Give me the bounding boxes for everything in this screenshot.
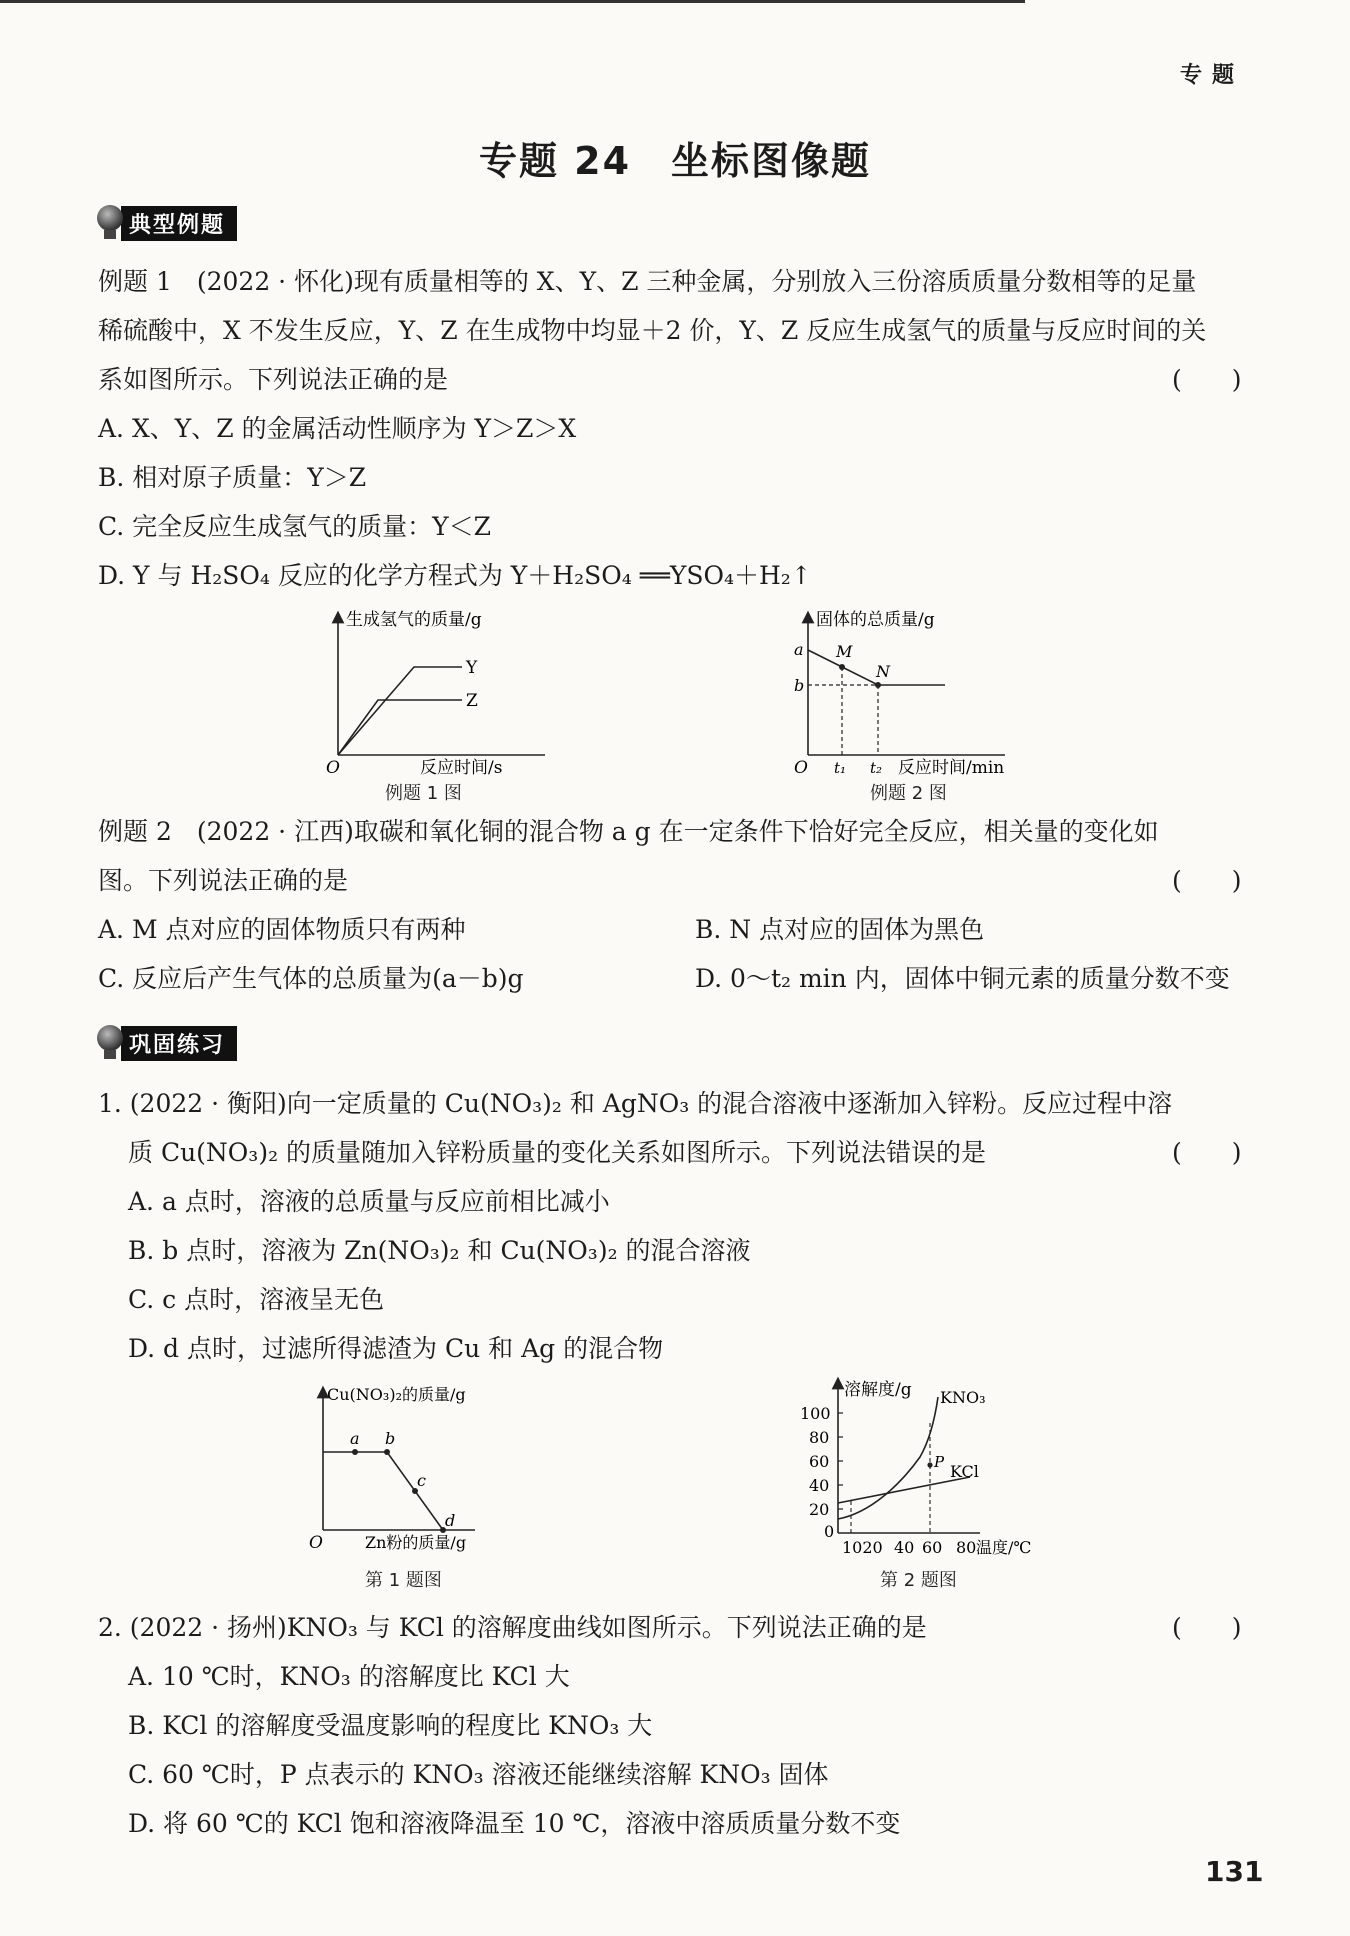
ex2-line-1: 例题 2 (2022 · 江西)取碳和氧化铜的混合物 a g 在一定条件下恰好完全反应，相关量的变化如 <box>98 817 1159 846</box>
label-n: N <box>876 662 890 681</box>
caption-q2: 第 2 题图 <box>880 1570 957 1591</box>
lightbulb-icon <box>95 205 125 241</box>
label-a: a <box>794 640 804 659</box>
label-z: Z <box>466 691 478 711</box>
ex1-line-3: 系如图所示。下列说法正确的是 <box>98 365 449 394</box>
figure-ex2 <box>790 605 1050 775</box>
ex1-option-d: D. Y 与 H₂SO₄ 反应的化学方程式为 Y＋H₂SO₄ ══YSO₄＋H₂↑ <box>98 561 812 590</box>
label-t2: t₂ <box>870 759 883 775</box>
q2-option-c: C. 60 ℃时，P 点表示的 KNO₃ 溶液还能继续溶解 KNO₃ 固体 <box>128 1760 829 1789</box>
y-tick-40: 40 <box>809 1476 830 1495</box>
ex1-option-b: B. 相对原子质量：Y＞Z <box>98 463 367 492</box>
q1-option-c: C. c 点时，溶液呈无色 <box>128 1285 385 1314</box>
curve-cu-nitrate <box>323 1452 443 1530</box>
ex2-option-a: A. M 点对应的固体物质只有两种 <box>98 915 466 944</box>
y-tick-20: 20 <box>809 1500 830 1519</box>
section-practice <box>95 1025 237 1061</box>
figure-q2 <box>800 1375 1070 1560</box>
caption-ex1: 例题 1 图 <box>385 783 462 804</box>
point-a <box>352 1449 358 1455</box>
q1-line-2: 质 Cu(NO₃)₂ 的质量随加入锌粉质量的变化关系如图所示。下列说法错误的是 <box>128 1138 987 1167</box>
ex1-option-c: C. 完全反应生成氢气的质量：Y＜Z <box>98 512 492 541</box>
x-tick-60: 60 <box>922 1538 943 1557</box>
section-label: 巩固练习 <box>121 1026 237 1061</box>
point-p <box>927 1462 932 1467</box>
q2-option-b: B. KCl 的溶解度受温度影响的程度比 KNO₃ 大 <box>128 1711 653 1740</box>
y-tick-100: 100 <box>800 1404 831 1423</box>
section-examples <box>95 205 237 241</box>
label-kcl: KCl <box>950 1462 979 1481</box>
x-tick-40: 40 <box>894 1538 915 1557</box>
y-tick-80: 80 <box>809 1428 830 1447</box>
q2-line-1: 2. (2022 · 扬州)KNO₃ 与 KCl 的溶解度曲线如图所示。下列说法正确的是 <box>98 1613 927 1642</box>
point-b <box>384 1449 390 1455</box>
label-kno3: KNO₃ <box>940 1388 986 1407</box>
ex1-answer-paren: ( ) <box>1172 365 1242 394</box>
label-b: b <box>794 676 805 695</box>
y-tick-60: 60 <box>809 1452 830 1471</box>
q1-option-a: A. a 点时，溶液的总质量与反应前相比减小 <box>128 1187 610 1216</box>
y-axis-label: Cu(NO₃)₂的质量/g <box>327 1385 466 1404</box>
q1-option-b: B. b 点时，溶液为 Zn(NO₃)₂ 和 Cu(NO₃)₂ 的混合溶液 <box>128 1236 751 1265</box>
q2-answer-paren: ( ) <box>1172 1613 1242 1642</box>
x-tick-80: 80 <box>956 1538 977 1557</box>
ex2-option-c: C. 反应后产生气体的总质量为(a－b)g <box>98 964 524 993</box>
x-axis-label: 温度/℃ <box>976 1538 1032 1557</box>
ex1-line-1: 例题 1 (2022 · 怀化)现有质量相等的 X、Y、Z 三种金属，分别放入三份溶质质量分数相等的足量 <box>98 267 1197 296</box>
label-t1: t₁ <box>834 759 847 775</box>
x-tick-10-20: 1020 <box>842 1538 883 1557</box>
q1-answer-paren: ( ) <box>1172 1138 1242 1167</box>
section-label: 典型例题 <box>121 206 237 241</box>
label-m: M <box>836 642 853 661</box>
caption-q1: 第 1 题图 <box>365 1570 442 1591</box>
header-rule <box>0 0 1025 3</box>
curve-z <box>338 700 462 755</box>
x-axis-label: 反应时间/min <box>898 758 1005 775</box>
y-axis-label: 固体的总质量/g <box>816 610 935 630</box>
ex2-answer-paren: ( ) <box>1172 866 1242 895</box>
label-a: a <box>350 1429 360 1448</box>
figure-ex1 <box>320 605 550 775</box>
ex2-option-d: D. 0～t₂ min 内，固体中铜元素的质量分数不变 <box>695 964 1230 993</box>
label-d: d <box>445 1511 456 1530</box>
lightbulb-icon <box>95 1025 125 1061</box>
q1-line-1: 1. (2022 · 衡阳)向一定质量的 Cu(NO₃)₂ 和 AgNO₃ 的混合溶液中逐渐加入锌粉。反应过程中溶 <box>98 1089 1173 1118</box>
origin-label: O <box>326 758 340 775</box>
caption-ex2: 例题 2 图 <box>870 783 947 804</box>
y-axis-label: 溶解度/g <box>844 1380 912 1400</box>
point-m <box>839 664 845 670</box>
ex2-line-2: 图。下列说法正确的是 <box>98 866 349 895</box>
ex1-option-a: A. X、Y、Z 的金属活动性顺序为 Y＞Z＞X <box>98 414 577 443</box>
label-b: b <box>385 1429 396 1448</box>
label-p: P <box>934 1453 945 1471</box>
running-header: 专题 <box>1180 63 1245 88</box>
page-title: 专题 24 坐标图像题 <box>478 139 872 183</box>
label-y: Y <box>466 658 478 678</box>
x-axis-label: 反应时间/s <box>420 758 503 775</box>
label-c: c <box>417 1471 426 1490</box>
curve-y <box>338 667 462 755</box>
page-number: 131 <box>1205 1855 1264 1888</box>
q1-option-d: D. d 点时，过滤所得滤渣为 Cu 和 Ag 的混合物 <box>128 1334 664 1363</box>
origin-label: O <box>794 758 808 775</box>
figure-q1 <box>305 1380 535 1560</box>
y-axis-label: 生成氢气的质量/g <box>346 610 482 630</box>
q2-option-d: D. 将 60 ℃的 KCl 饱和溶液降温至 10 ℃，溶液中溶质质量分数不变 <box>128 1809 901 1838</box>
origin-label: 0 <box>824 1522 835 1541</box>
q2-option-a: A. 10 ℃时，KNO₃ 的溶解度比 KCl 大 <box>128 1662 570 1691</box>
x-axis-label: Zn粉的质量/g <box>365 1533 467 1552</box>
ex2-option-b: B. N 点对应的固体为黑色 <box>695 915 985 944</box>
ex1-line-2: 稀硫酸中，X 不发生反应，Y、Z 在生成物中均显＋2 价，Y、Z 反应生成氢气的质量与反应时间的关 <box>98 316 1207 345</box>
point-n <box>875 682 881 688</box>
origin-label: O <box>309 1533 323 1553</box>
